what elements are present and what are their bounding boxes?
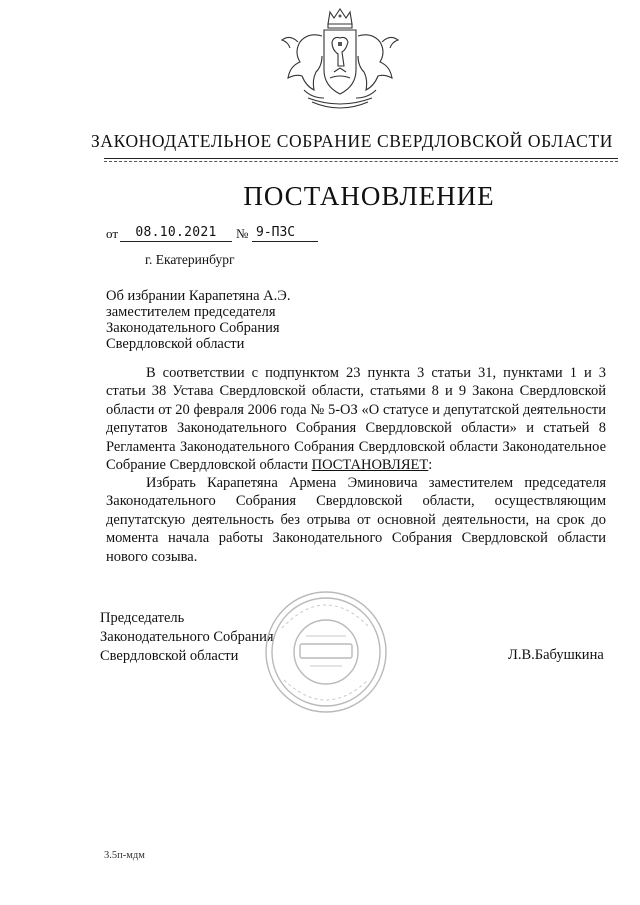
signatory-position <box>100 609 274 666</box>
subject-line: заместителем председателя <box>106 304 276 320</box>
subject-line: Свердловской области <box>106 336 245 352</box>
signatory-name: Л.В.Бабушкина <box>508 647 604 663</box>
issue-city: г. Екатеринбург <box>145 252 235 267</box>
preamble-paragraph <box>106 364 606 474</box>
resolves-keyword: ПОСТАНОВЛЯЕТ <box>311 457 429 474</box>
preamble-text: В соответствии с подпунктом 23 пункта 3 статьи 31, пунктами 1 и 3 статьи 38 Устава Свердловской области, статьями 8 и 9 Закона Свердловской области от 20 февраля 2006 года № 5-ОЗ «О статусе и депутатской деятельности депутатов Законодательного Собрания Свердловской области» и статьей 8 Регламента Законодательного Собрания Свердловской области Законодательное Собрание Свердловской области <box>106 365 606 474</box>
official-seal-icon <box>262 588 390 716</box>
document-number: 9-ПЗС <box>252 225 318 242</box>
document-type-heading: ПОСТАНОВЛЕНИЕ <box>243 181 495 211</box>
header-divider <box>104 158 618 159</box>
document-code: 3.5п-мдм <box>104 850 145 861</box>
signatory-position-line: Свердловской области <box>100 648 239 664</box>
header-divider-secondary <box>104 161 618 162</box>
resolution-paragraph: Избрать Карапетяна Армена Эминовича заместителем председателя Законодательного Собрания Свердловской области, осуществляющим депутатскую деятельность без отрыва от основной деятельности, на срок до момента начала работы Законодательного Собрания Свердловской области нового созыва. <box>106 475 606 565</box>
signatory-position-line: Законодательного Собрания <box>100 629 274 645</box>
document-date: 08.10.2021 <box>120 225 232 242</box>
subject-line: Законодательного Собрания <box>106 320 280 336</box>
preamble-colon: : <box>428 457 433 474</box>
coat-of-arms-icon <box>268 6 412 110</box>
signatory-position-line: Председатель <box>100 610 185 626</box>
date-prefix: от <box>106 226 119 241</box>
document-subject <box>106 288 290 352</box>
organization-title: ЗАКОНОДАТЕЛЬНОЕ СОБРАНИЕ СВЕРДЛОВСКОЙ ОБЛАСТИ <box>91 131 613 151</box>
subject-line: Об избрании Карапетяна А.Э. <box>106 288 291 304</box>
number-prefix: № <box>236 226 249 241</box>
